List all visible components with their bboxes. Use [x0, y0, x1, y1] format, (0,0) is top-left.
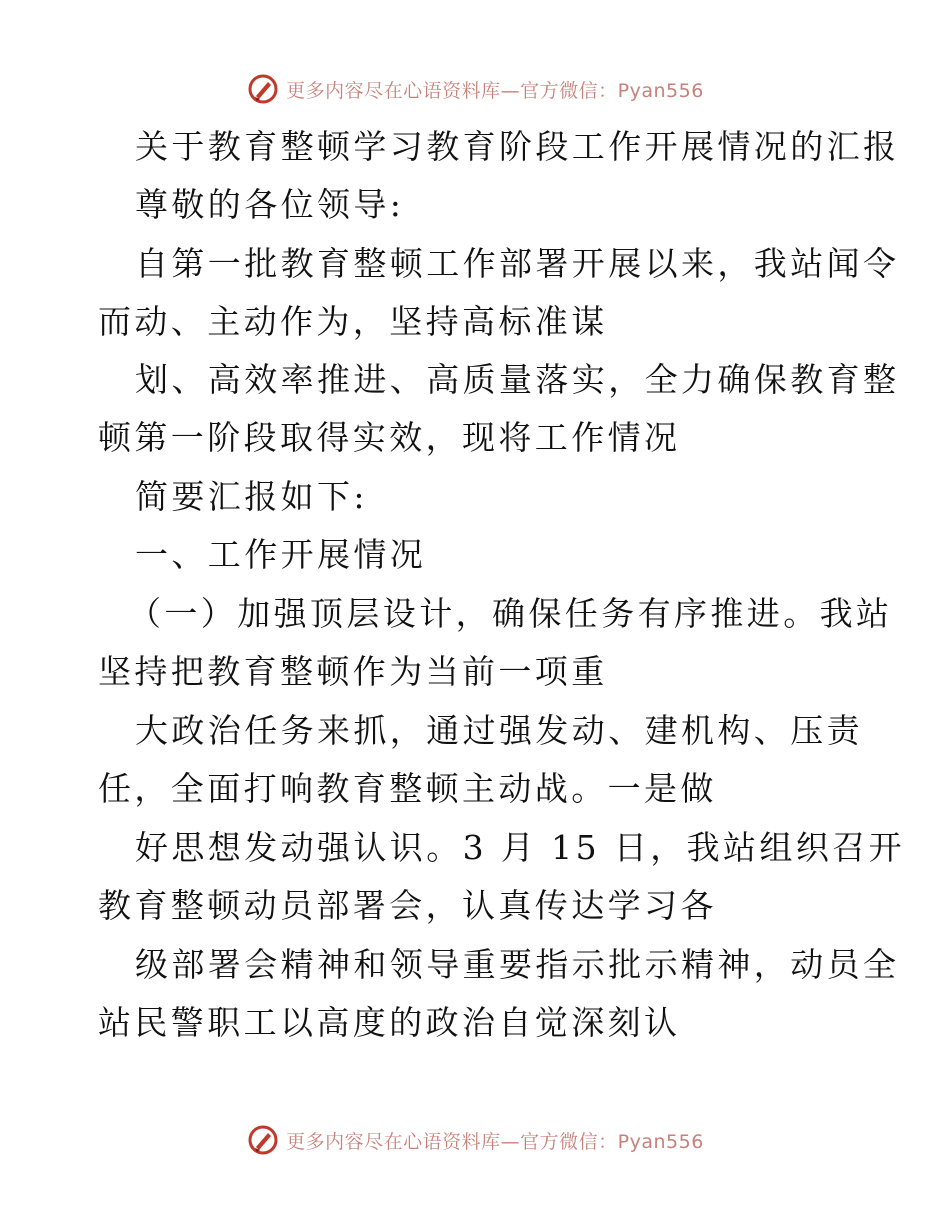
text-line: 自第一批教育整顿工作部署开展以来，我站闻令	[135, 244, 900, 283]
watermark-text: 更多内容尽在心语资料库—官方微信：Pyan556	[286, 1130, 704, 1153]
text-line: 划、高效率推进、高质量落实，全力确保教育整	[135, 360, 900, 399]
text-line: 简要汇报如下:	[135, 477, 368, 516]
text-line: 级部署会精神和领导重要指示批示精神，动员全	[135, 945, 900, 984]
section-heading: 一、工作开展情况	[135, 535, 427, 574]
text-line: 站民警职工以高度的政治自觉深刻认	[98, 1003, 681, 1042]
document-title: 关于教育整顿学习教育阶段工作开展情况的汇报	[135, 127, 900, 166]
watermark-text: 更多内容尽在心语资料库—官方微信：Pyan556	[286, 79, 704, 102]
text-line: 坚持把教育整顿作为当前一项重	[98, 652, 608, 691]
watermark-footer	[0, 1123, 950, 1157]
subsection-line: （一）加强顶层设计，确保任务有序推进。我站	[128, 594, 893, 633]
salutation: 尊敬的各位领导:	[135, 185, 405, 224]
text-line: 顿第一阶段取得实效，现将工作情况	[98, 418, 681, 457]
text-line: 任，全面打响教育整顿主动战。一是做	[98, 769, 717, 808]
text-line: 而动、主动作为，坚持高标准谋	[98, 302, 608, 341]
pen-nib-logo-icon	[246, 1123, 280, 1157]
text-line: 教育整顿动员部署会，认真传达学习各	[98, 886, 717, 925]
text-line: 大政治任务来抓，通过强发动、建机构、压责	[135, 711, 863, 750]
text-line: 好思想发动强认识。3 月 15 日，我站组织召开	[135, 828, 906, 867]
